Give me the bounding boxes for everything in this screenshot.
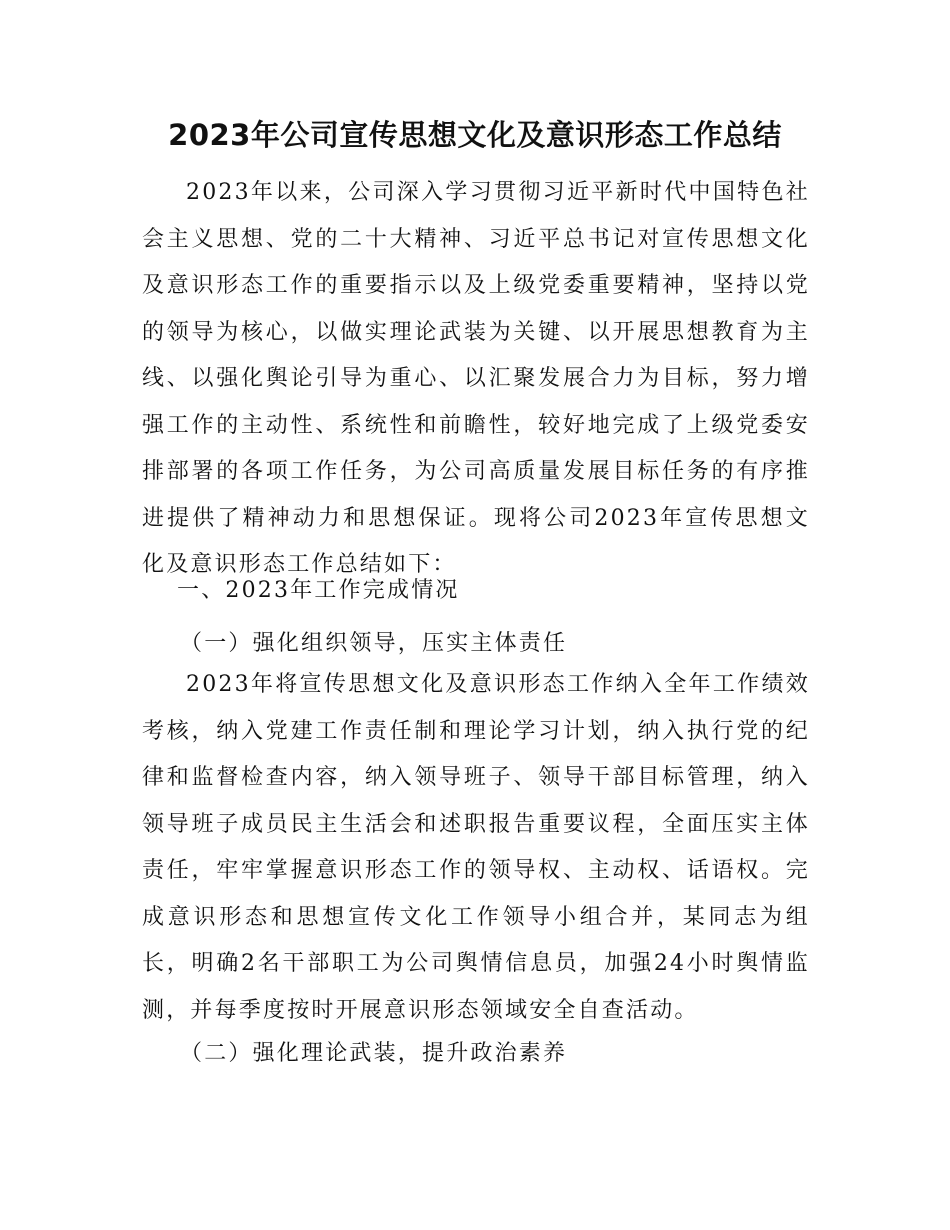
document-title: 2023年公司宣传思想文化及意识形态工作总结 <box>168 118 782 152</box>
subsection-heading: （二）强化理论武装，提升政治素养 <box>180 1041 568 1066</box>
body-paragraph: 2023年将宣传思想文化及意识形态工作纳入全年工作绩效考核，纳入党建工作责任制和理论学习计划，纳入执行党的纪律和监督检查内容，纳入领导班子、领导干部目标管理，纳入领导班子成员民主生活会和述职报告重要议程，全面压实主体责任，牢牢掌握意识形态工作的领导权、主动权、话语权。完成意识形态和思想宣传文化工作领导小组合并，某同志为组长，明确2名干部职工为公司舆情信息员，加强24小时舆情监测，并每季度按时开展意识形态领域安全自查活动。 <box>142 672 810 1023</box>
subsection-heading: （一）强化组织领导，压实主体责任 <box>180 631 568 656</box>
section-heading: 一、2023年工作完成情况 <box>177 578 460 603</box>
intro-paragraph: 2023年以来，公司深入学习贯彻习近平新时代中国特色社会主义思想、党的二十大精神、习近平总书记对宣传思想文化及意识形态工作的重要指示以及上级党委重要精神，坚持以党的领导为核心，以做实理论武装为关键、以开展思想教育为主线、以强化舆论引导为重心、以汇聚发展合力为目标，努力增强工作的主动性、系统性和前瞻性，较好地完成了上级党委安排部署的各项工作任务，为公司高质量发展目标任务的有序推进提供了精神动力和思想保证。现将公司2023年宣传思想文化及意识形态工作总结如下： <box>142 180 810 577</box>
